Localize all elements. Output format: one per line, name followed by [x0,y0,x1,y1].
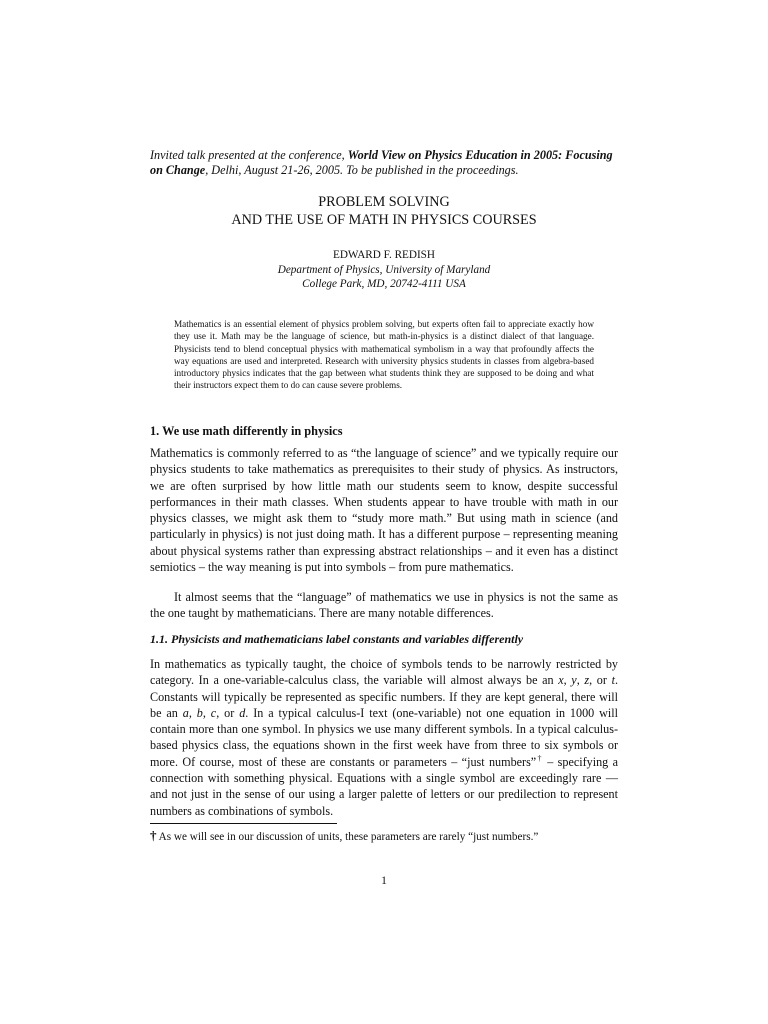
var-z: z [584,673,590,688]
page-number: 1 [381,875,387,887]
text-run: In mathematics as typically taught, the choice of symbols tends to be narrowly restricted by category. In a one-variable-calculus class, the variable will almost always be an [150,657,618,688]
footnote-rule [150,823,337,824]
subsection-heading: 1.1. Physicists and mathematicians label constants and variables differently [150,632,524,646]
or-word-2: or [224,705,235,720]
footnote-text: As we will see in our discussion of units, these parameters are rarely “just numbers.” [156,831,539,843]
var-y: y [571,673,577,688]
section1-paragraph-1: Mathematics is commonly referred to as “the language of science” and we typically require our physics students to take mathematics as prerequisites to their study of physics. As instructors, we are often surprised by how little math our students seem to know, despite successful performances in their math classes. When students appear to have trouble with math in our physics classes, we might ask them to “study more math.” But using math in science (and particularly in physics) is not just doing math. It has a different purpose – representing meaning about physical systems rather than expressing abstract relationships – and it even has a distinct semiotics – the way meaning is put into symbols – from pure mathematics. [150,446,618,575]
invited-prefix: Invited talk presented at the conference, [150,148,345,162]
address: College Park, MD, 20742-4111 USA [302,277,466,290]
var-x: x [558,673,564,688]
section1-paragraph-2: It almost seems that the “language” of mathematics we use in physics is not the same as the one taught by mathematicians. There are many notable differences. [150,590,618,621]
const-c: c [210,705,217,720]
footnote [150,829,620,844]
text-run: – specifying a connection with something physical. Equations with a single symbol are exceedingly rare — and not just in the sense of our using a larger palette of letters or our predilection to represent numbers as combinations of symbols. [150,754,618,818]
section-heading: 1. We use math differently in physics [150,424,343,438]
conference-note [150,148,620,178]
const-a: a [182,705,189,720]
invited-suffix: , Delhi, August 21-26, 2005. To be published in the proceedings. [205,163,519,177]
var-t: t [611,673,615,688]
department: Department of Physics, University of Maryland [277,264,491,276]
author-affiliation [150,264,618,291]
paper-title [150,193,618,229]
abstract: Mathematics is an essential element of physics problem solving, but experts often fail to appreciate exactly how they use it. Math may be the language of science, but math-in-physics is a distinct dialect of that language. Physicists tend to blend conceptual physics with mathematical symbolism in a way that profoundly affects the way equations are used and interpreted. Research with university physics students in classes from algebra-based introductory physics indicates that the gap between what students think they are supposed to be doing and what their instructors expect them to do can cause severe problems. [174,319,594,391]
title-line-1: PROBLEM SOLVING [318,194,450,210]
author-name: EDWARD F. REDISH [333,249,435,261]
const-d: d [239,705,246,720]
subsection-paragraph: In mathematics as typically taught, the choice of symbols tends to be narrowly restricted by category. In a one-variable-calculus class, the variable will almost always be an x, y, z, or t. Constants will typically be represented as specific numbers. If they are kept general, there will be an a, b, c, or d. In a typical calculus-I text (one-variable) not one equation in 1000 will contain more than one symbol. In physics we use many different symbols. In a typical calculus-based physics class, the equations shown in the first week have from three to six symbols or more. Of course, most of these are constants or parameters – “just numbers”† – specifying a connection with something physical. Equations with a single symbol are exceedingly rare — and not just in the sense of our using a larger palette of letters or our predilection to represent numbers as combinations of symbols. [150,657,619,818]
footnote-mark: † [150,828,157,843]
text-run: . In a typical calculus-I text (one-variable) not one equation in 1000 will contain more than one symbol. In physics we use many different symbols. In a typical calculus-based physics class, the equations shown in the first week have from three to six symbols or more. Of course, most of these are constants or parameters – “just numbers” [150,705,619,769]
title-line-2: AND THE USE OF MATH IN PHYSICS COURSES [231,212,537,228]
dagger-mark: † [536,753,543,763]
conference-name: World View on Physics Education in 2005: Focusing on Change [150,148,613,177]
or-word: or [596,673,607,688]
text-run: . Constants will typically be represented as specific numbers. If they are kept general, there will be an [150,673,618,720]
const-b: b [196,705,203,720]
